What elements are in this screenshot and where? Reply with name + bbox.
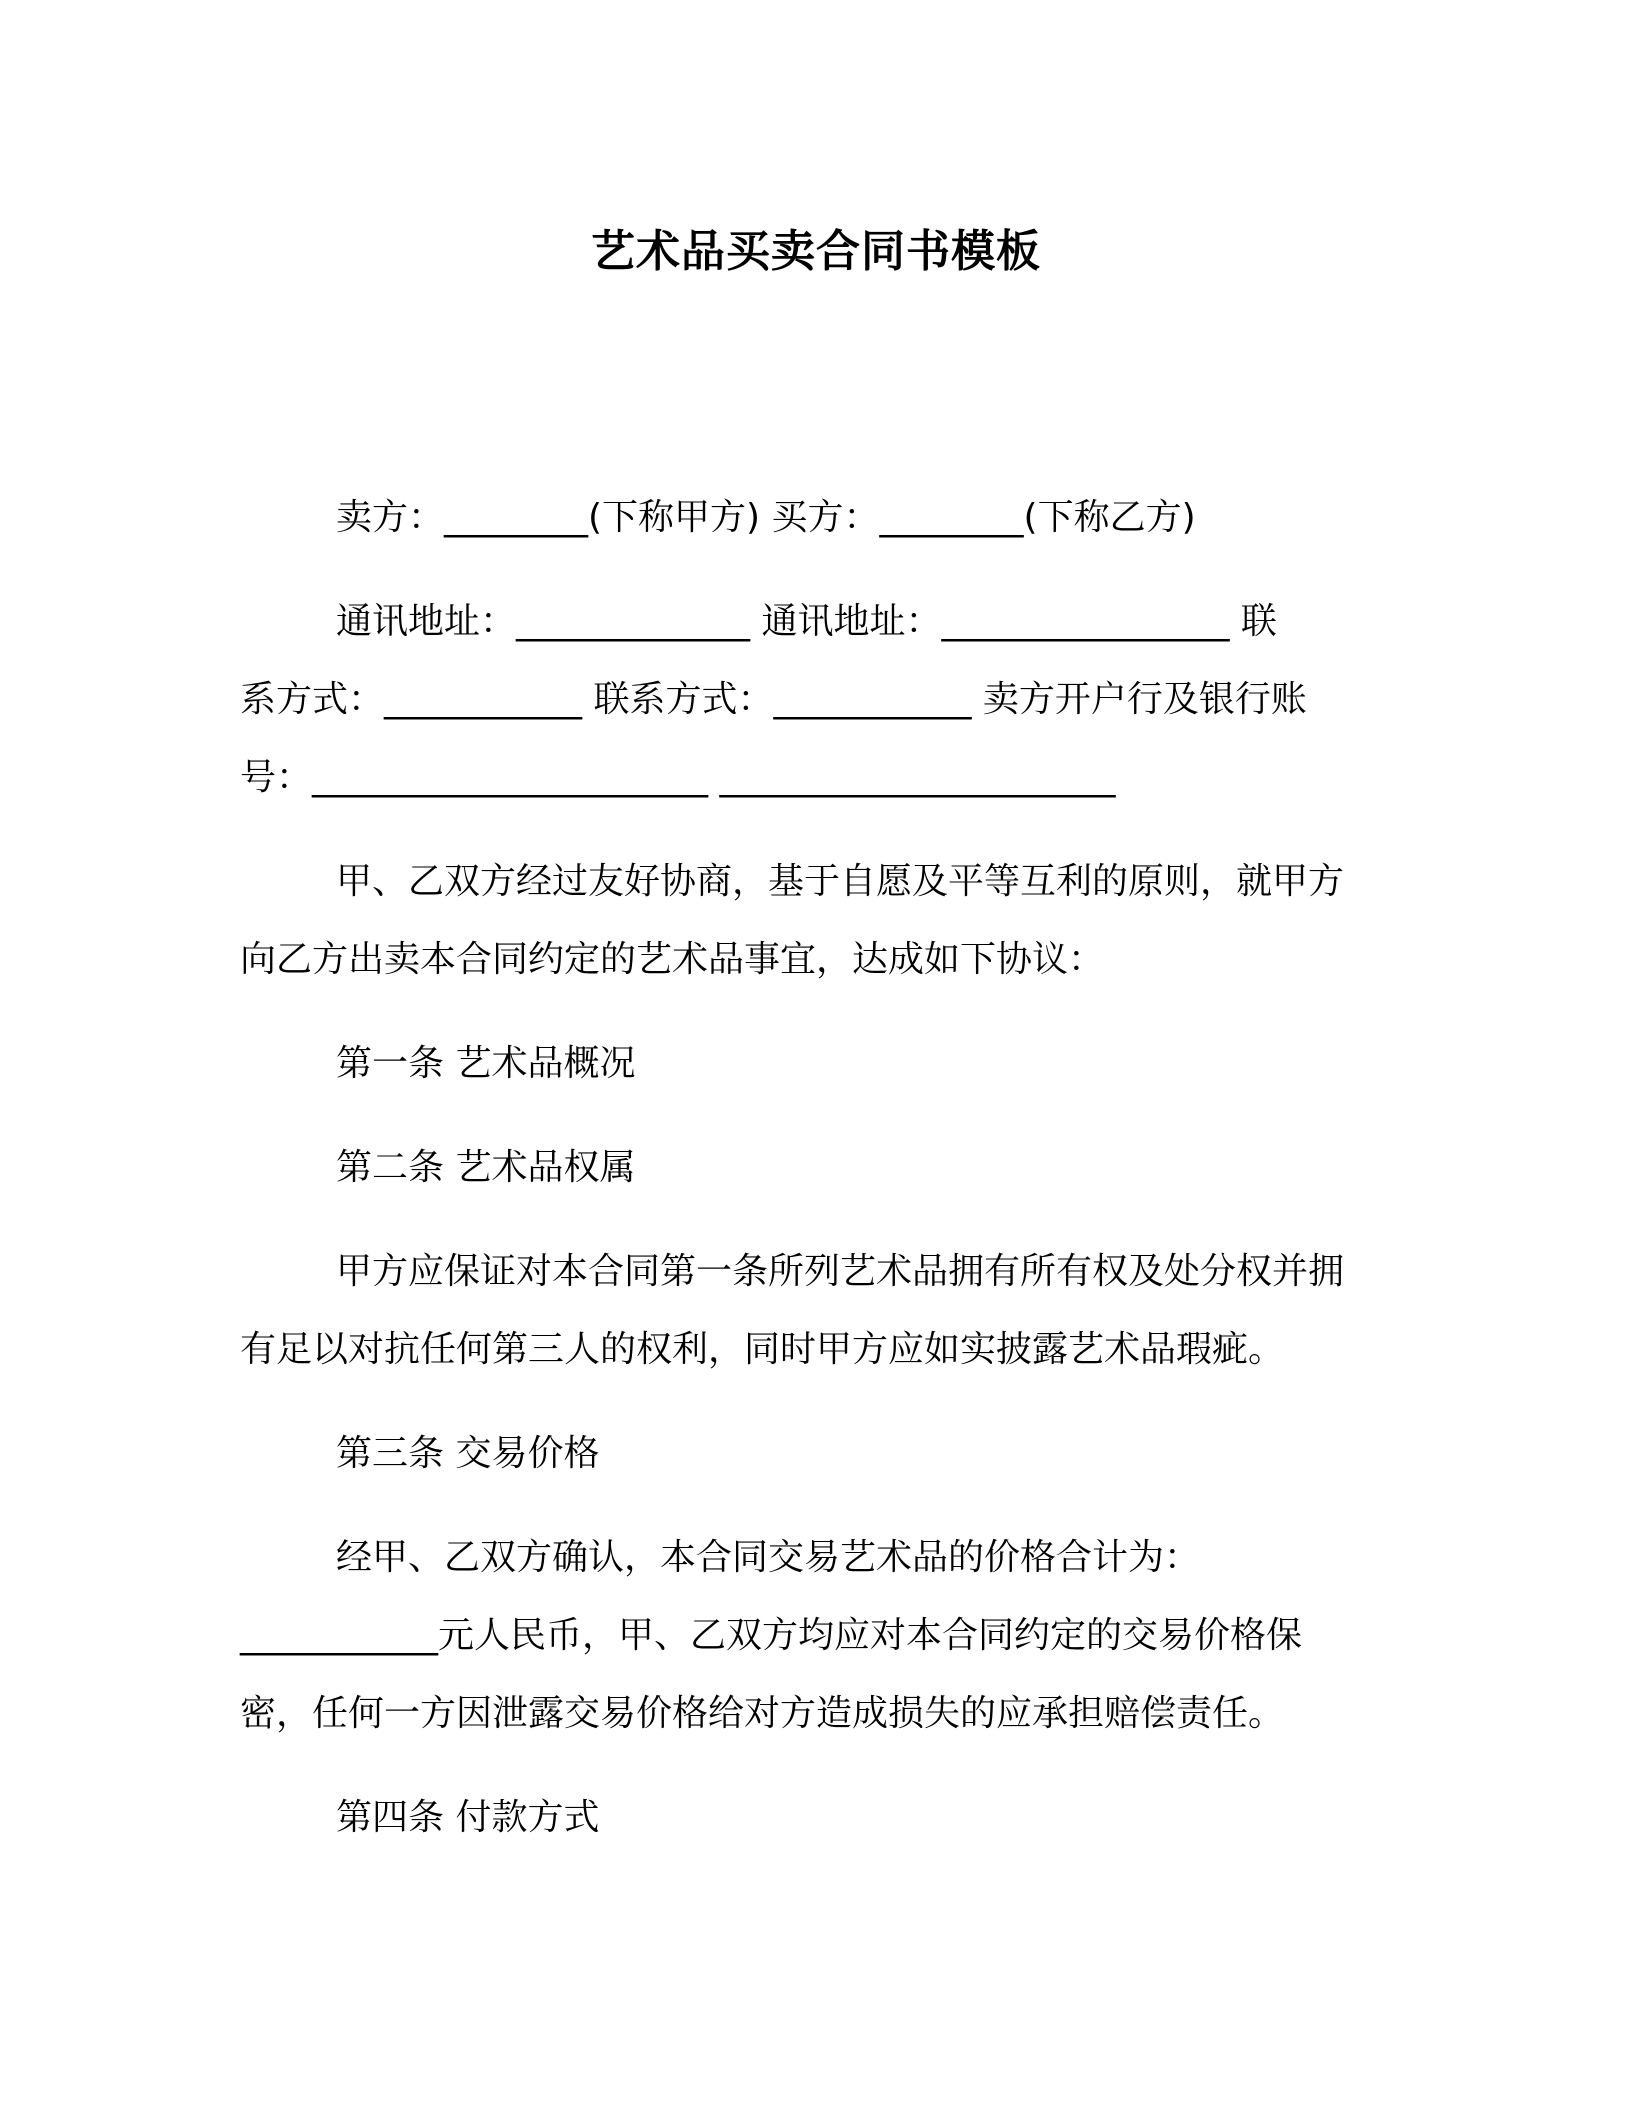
preamble-line-1: 甲、乙双方经过友好协商，基于自愿及平等互利的原则，就甲方 (336, 861, 1345, 902)
preamble-line-2: 向乙方出卖本合同约定的艺术品事宜，达成如下协议： (240, 939, 1105, 980)
article-3-heading: 第三条 交易价格 (336, 1433, 600, 1474)
bank-account-line: 号：______________________ ______________________ (240, 757, 1116, 798)
article-3-text-line-1: 经甲、乙双方确认，本合同交易艺术品的价格合计为： (336, 1537, 1201, 1578)
article-3-text-line-2: ___________元人民币，甲、乙双方均应对本合同约定的交易价格保 (240, 1615, 1303, 1656)
article-3-text-line-3: 密，任何一方因泄露交易价格给对方造成损失的应承担赔偿责任。 (240, 1693, 1285, 1734)
article-2-text-line-2: 有足以对抗任何第三人的权利，同时甲方应如实披露艺术品瑕疵。 (240, 1329, 1285, 1370)
address-line: 通讯地址：_____________ 通讯地址：________________ 联 (336, 601, 1277, 642)
article-2-heading: 第二条 艺术品权属 (336, 1147, 636, 1188)
parties-line: 卖方：________(下称甲方) 买方：________(下称乙方) (336, 497, 1196, 538)
article-2-text-line-1: 甲方应保证对本合同第一条所列艺术品拥有所有权及处分权并拥 (336, 1251, 1345, 1292)
article-1-heading: 第一条 艺术品概况 (336, 1043, 636, 1084)
contact-line: 系方式：___________ 联系方式：___________ 卖方开户行及银行账 (240, 679, 1307, 720)
article-4-heading: 第四条 付款方式 (336, 1797, 600, 1838)
document-title: 艺术品买卖合同书模板 (591, 226, 1041, 277)
